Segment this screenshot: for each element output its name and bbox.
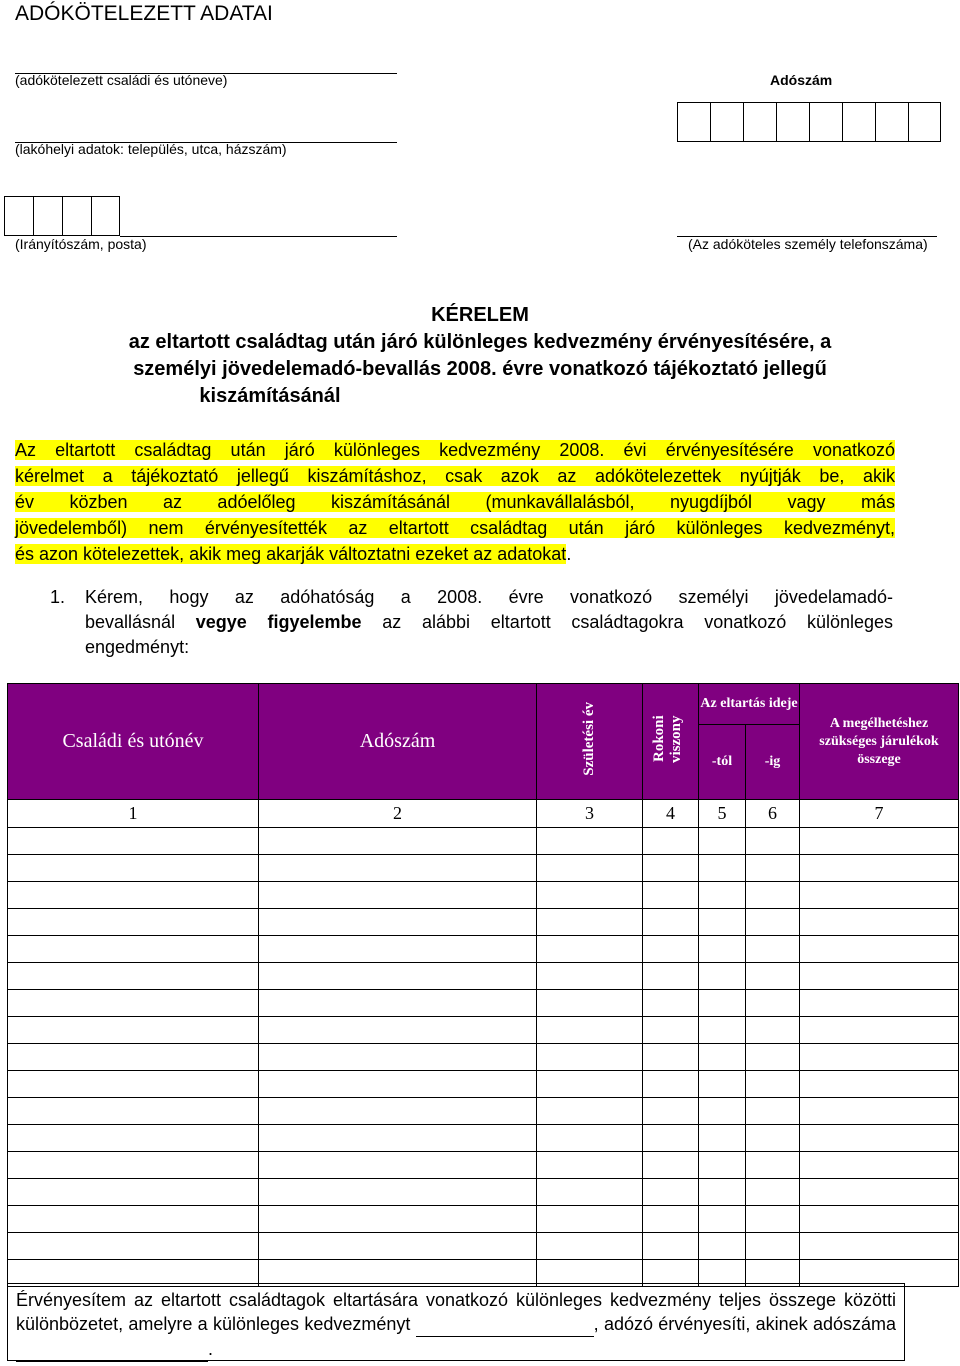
item-1-text	[85, 585, 893, 660]
notice-line-5: és azon kötelezettek, akik meg akarják változtatni ezeket az adatokat	[15, 544, 567, 564]
dependent-cell[interactable]	[746, 1125, 800, 1152]
dependent-cell[interactable]	[259, 1233, 537, 1260]
dependent-cell[interactable]	[643, 1179, 699, 1206]
request-subtitle-1: az eltartott családtag után járó különleges kedvezmény érvényesítésére, a	[128, 331, 832, 353]
notice-line-3: év közben az adóelőleg kiszámításánál (munkavállalásból, nyugdíjból vagy más	[15, 492, 895, 512]
dependent-cell[interactable]	[537, 1098, 643, 1125]
dependent-cell[interactable]	[699, 1071, 746, 1098]
item-1-number: 1.	[50, 587, 66, 607]
dependent-cell[interactable]	[643, 909, 699, 936]
dependent-cell[interactable]	[8, 828, 259, 855]
col-header-to: -ig	[746, 725, 800, 800]
notice-paragraph	[15, 437, 895, 567]
dependent-cell[interactable]	[746, 1179, 800, 1206]
item-1-emphasis: vegye figyelembe	[195, 612, 362, 632]
dependent-cell[interactable]	[643, 828, 699, 855]
dependent-cell[interactable]	[699, 1152, 746, 1179]
col-header-relation-text: Rokoni viszony	[650, 715, 684, 763]
blank-rows	[8, 828, 959, 1287]
dependent-cell[interactable]	[699, 1206, 746, 1233]
dependent-row	[8, 1125, 959, 1152]
dependent-cell[interactable]	[746, 855, 800, 882]
dependent-cell[interactable]	[8, 909, 259, 936]
dependent-cell[interactable]	[8, 882, 259, 909]
footer-statement	[7, 1283, 905, 1361]
dependent-cell[interactable]	[800, 990, 959, 1017]
dependent-cell[interactable]	[699, 990, 746, 1017]
dependent-cell[interactable]	[643, 1206, 699, 1233]
dependent-cell[interactable]	[746, 909, 800, 936]
dependent-cell[interactable]	[643, 855, 699, 882]
col-header-name: Családi és utónév	[8, 684, 259, 800]
dependent-cell[interactable]	[699, 882, 746, 909]
tax-digit-box[interactable]	[809, 102, 843, 142]
dependent-row	[8, 1098, 959, 1125]
footer-text-3: .	[208, 1339, 214, 1359]
dependent-cell[interactable]	[746, 1071, 800, 1098]
dependent-row	[8, 1044, 959, 1071]
col-header-birth-year-text: Születési év	[581, 702, 597, 776]
dependent-cell[interactable]	[746, 1098, 800, 1125]
postcode-caption: (Irányítószám, posta)	[15, 236, 147, 252]
tax-digit-box[interactable]	[875, 102, 909, 142]
notice-line-4: jövedelemből) nem érvényesítették az eltartott családtag után járó különleges kedvezményt,	[15, 518, 895, 538]
dependent-cell[interactable]	[746, 963, 800, 990]
dependent-cell[interactable]	[800, 855, 959, 882]
col-header-relation	[643, 684, 699, 800]
tax-digit-box[interactable]	[842, 102, 876, 142]
dependent-cell[interactable]	[537, 1233, 643, 1260]
dependent-cell[interactable]	[537, 828, 643, 855]
dependent-cell[interactable]	[800, 1125, 959, 1152]
dependent-cell[interactable]	[643, 963, 699, 990]
dependent-cell[interactable]	[537, 1044, 643, 1071]
dependent-row	[8, 936, 959, 963]
col-header-from: -tól	[699, 725, 746, 800]
dependent-row	[8, 1071, 959, 1098]
dependent-cell[interactable]	[8, 1179, 259, 1206]
col-header-amount: A megélhetéshez szükséges járulékok összege	[800, 684, 959, 800]
dependent-cell[interactable]	[800, 963, 959, 990]
dependent-cell[interactable]	[643, 936, 699, 963]
name-caption: (adókötelezett családi és utóneve)	[15, 72, 228, 88]
dependent-cell[interactable]	[746, 1152, 800, 1179]
dependent-cell[interactable]	[746, 1233, 800, 1260]
dependent-cell[interactable]	[537, 1071, 643, 1098]
dependent-cell[interactable]	[643, 1233, 699, 1260]
col-number: 3	[537, 800, 643, 828]
dependent-cell[interactable]	[8, 936, 259, 963]
dependent-cell[interactable]	[643, 1125, 699, 1152]
phone-caption: (Az adóköteles személy telefonszáma)	[688, 236, 928, 252]
dependent-cell[interactable]	[746, 882, 800, 909]
dependent-row	[8, 909, 959, 936]
dependent-cell[interactable]	[8, 1125, 259, 1152]
dependent-cell[interactable]	[8, 1044, 259, 1071]
tax-digit-box[interactable]	[710, 102, 744, 142]
notice-line-2: kérelmet a tájékoztató jellegű kiszámításhoz, csak azok az adókötelezettek nyújtják be, akik	[15, 466, 895, 486]
dependent-cell[interactable]	[8, 855, 259, 882]
dependent-cell[interactable]	[537, 855, 643, 882]
dependent-cell[interactable]	[800, 1152, 959, 1179]
dependent-cell[interactable]	[746, 936, 800, 963]
col-number: 7	[800, 800, 959, 828]
dependent-cell[interactable]	[800, 828, 959, 855]
dependent-row	[8, 1233, 959, 1260]
tax-digit-box[interactable]	[776, 102, 810, 142]
dependent-row	[8, 1152, 959, 1179]
tax-number-boxes[interactable]	[677, 102, 941, 142]
dependent-cell[interactable]	[259, 1044, 537, 1071]
dependent-cell[interactable]	[259, 1017, 537, 1044]
dependent-cell[interactable]	[537, 963, 643, 990]
dependent-cell[interactable]	[699, 1098, 746, 1125]
dependent-cell[interactable]	[699, 1017, 746, 1044]
dependent-cell[interactable]	[259, 828, 537, 855]
col-number: 6	[746, 800, 800, 828]
dependent-cell[interactable]	[699, 855, 746, 882]
dependent-cell[interactable]	[259, 1098, 537, 1125]
dependent-cell[interactable]	[8, 1152, 259, 1179]
dependent-cell[interactable]	[746, 1044, 800, 1071]
dependent-cell[interactable]	[259, 882, 537, 909]
notice-line-1: Az eltartott családtag után járó különleges kedvezmény 2008. évi érvényesítésére vonatkozó	[15, 440, 895, 460]
dependent-cell[interactable]	[699, 1044, 746, 1071]
dependent-cell[interactable]	[643, 1017, 699, 1044]
dependent-cell[interactable]	[699, 1233, 746, 1260]
dependent-cell[interactable]	[259, 1152, 537, 1179]
dependent-cell[interactable]	[259, 909, 537, 936]
dependent-cell[interactable]	[699, 1179, 746, 1206]
col-number: 2	[259, 800, 537, 828]
dependent-cell[interactable]	[800, 1098, 959, 1125]
col-number: 4	[643, 800, 699, 828]
postcode-digit-box[interactable]	[91, 196, 120, 236]
tax-digit-box[interactable]	[743, 102, 777, 142]
dependent-row	[8, 1206, 959, 1233]
dependent-cell[interactable]	[699, 1125, 746, 1152]
dependent-cell[interactable]	[8, 1098, 259, 1125]
tax-number-blank[interactable]	[16, 1337, 208, 1362]
dependents-table	[7, 683, 959, 1287]
postcode-boxes[interactable]	[4, 196, 120, 236]
dependent-cell[interactable]	[800, 936, 959, 963]
dependent-cell[interactable]	[800, 882, 959, 909]
dependent-cell[interactable]	[8, 1017, 259, 1044]
tax-number-label: Adószám	[770, 72, 833, 88]
dependent-row	[8, 990, 959, 1017]
dependent-cell[interactable]	[8, 1071, 259, 1098]
item-1-line-c: engedményt:	[85, 637, 190, 657]
dependent-cell[interactable]	[537, 990, 643, 1017]
dependent-cell[interactable]	[259, 1125, 537, 1152]
postcode-digit-box[interactable]	[4, 196, 34, 236]
dependent-cell[interactable]	[537, 882, 643, 909]
dependent-cell[interactable]	[8, 1206, 259, 1233]
dependent-cell[interactable]	[800, 1179, 959, 1206]
dependent-cell[interactable]	[8, 990, 259, 1017]
request-subtitle-2: személyi jövedelemadó-bevallás 2008. évre vonatkozó tájékoztató jellegű	[133, 358, 827, 380]
dependent-cell[interactable]	[643, 1044, 699, 1071]
address-caption: (lakóhelyi adatok: település, utca, házszám)	[15, 141, 287, 157]
dependent-row	[8, 1179, 959, 1206]
notice-line-5-tail: .	[566, 544, 572, 564]
dependent-row	[8, 828, 959, 855]
dependent-cell[interactable]	[643, 1071, 699, 1098]
dependent-cell[interactable]	[537, 1179, 643, 1206]
dependent-cell[interactable]	[259, 963, 537, 990]
dependent-row	[8, 963, 959, 990]
dependent-cell[interactable]	[746, 1017, 800, 1044]
col-header-birth-year	[537, 684, 643, 800]
dependent-cell[interactable]	[800, 1071, 959, 1098]
dependent-cell[interactable]	[746, 828, 800, 855]
dependent-cell[interactable]	[537, 936, 643, 963]
footer-text-1: Érvényesítem az eltartott családtagok eltartására vonatkozó különleges kedvezmény teljes összege közötti különbözetet, amelyre a különleges kedvezményt	[16, 1290, 896, 1334]
dependent-cell[interactable]	[259, 1206, 537, 1233]
dependent-cell[interactable]	[259, 1071, 537, 1098]
dependent-cell[interactable]	[800, 909, 959, 936]
dependent-cell[interactable]	[800, 1017, 959, 1044]
dependent-cell[interactable]	[699, 828, 746, 855]
postcode-city-line[interactable]	[120, 236, 397, 237]
request-heading: KÉRELEM	[431, 304, 529, 326]
dependent-cell[interactable]	[259, 936, 537, 963]
dependent-cell[interactable]	[537, 909, 643, 936]
dependent-cell[interactable]	[643, 882, 699, 909]
dependent-row	[8, 855, 959, 882]
dependent-cell[interactable]	[537, 1206, 643, 1233]
dependent-row	[8, 882, 959, 909]
item-1-line-b	[85, 610, 893, 635]
postcode-digit-box[interactable]	[33, 196, 63, 236]
dependent-cell[interactable]	[699, 909, 746, 936]
dependent-cell[interactable]	[259, 990, 537, 1017]
dependent-cell[interactable]	[537, 1152, 643, 1179]
tax-digit-box[interactable]	[677, 102, 711, 142]
dependent-cell[interactable]	[537, 1125, 643, 1152]
dependent-cell[interactable]	[643, 1152, 699, 1179]
item-1-line-a: Kérem, hogy az adóhatóság a 2008. évre vonatkozó személyi jövedelamadó-	[85, 587, 893, 607]
dependent-cell[interactable]	[643, 1098, 699, 1125]
col-number: 5	[699, 800, 746, 828]
dependent-cell[interactable]	[259, 855, 537, 882]
dependent-cell[interactable]	[699, 963, 746, 990]
dependent-cell[interactable]	[800, 1044, 959, 1071]
dependent-cell[interactable]	[8, 1233, 259, 1260]
dependent-cell[interactable]	[746, 1206, 800, 1233]
col-header-tax-number: Adószám	[259, 684, 537, 800]
item-1-line-b-end: az alábbi eltartott családtagokra vonatkozó különleges	[361, 612, 894, 632]
dependent-cell[interactable]	[259, 1179, 537, 1206]
dependent-cell[interactable]	[537, 1017, 643, 1044]
item-1-line-b-start: bevallásnál	[85, 612, 196, 632]
dependent-cell[interactable]	[8, 963, 259, 990]
dependent-row	[8, 1017, 959, 1044]
page-title: ADÓKÖTELEZETT ADATAI	[15, 2, 273, 25]
col-header-period: Az eltartás ideje	[699, 684, 800, 725]
dependent-cell[interactable]	[699, 936, 746, 963]
column-numbers-row	[8, 800, 959, 828]
footer-text-2: , adózó érvényesíti, akinek adószáma	[593, 1314, 896, 1334]
amount-blank[interactable]	[416, 1312, 594, 1337]
dependent-cell[interactable]	[643, 990, 699, 1017]
tax-digit-box[interactable]	[908, 102, 941, 142]
dependent-cell[interactable]	[746, 990, 800, 1017]
request-subtitle-3: kiszámításánál	[199, 385, 341, 407]
postcode-digit-box[interactable]	[62, 196, 92, 236]
dependent-cell[interactable]	[800, 1233, 959, 1260]
dependent-cell[interactable]	[800, 1206, 959, 1233]
col-number: 1	[8, 800, 259, 828]
